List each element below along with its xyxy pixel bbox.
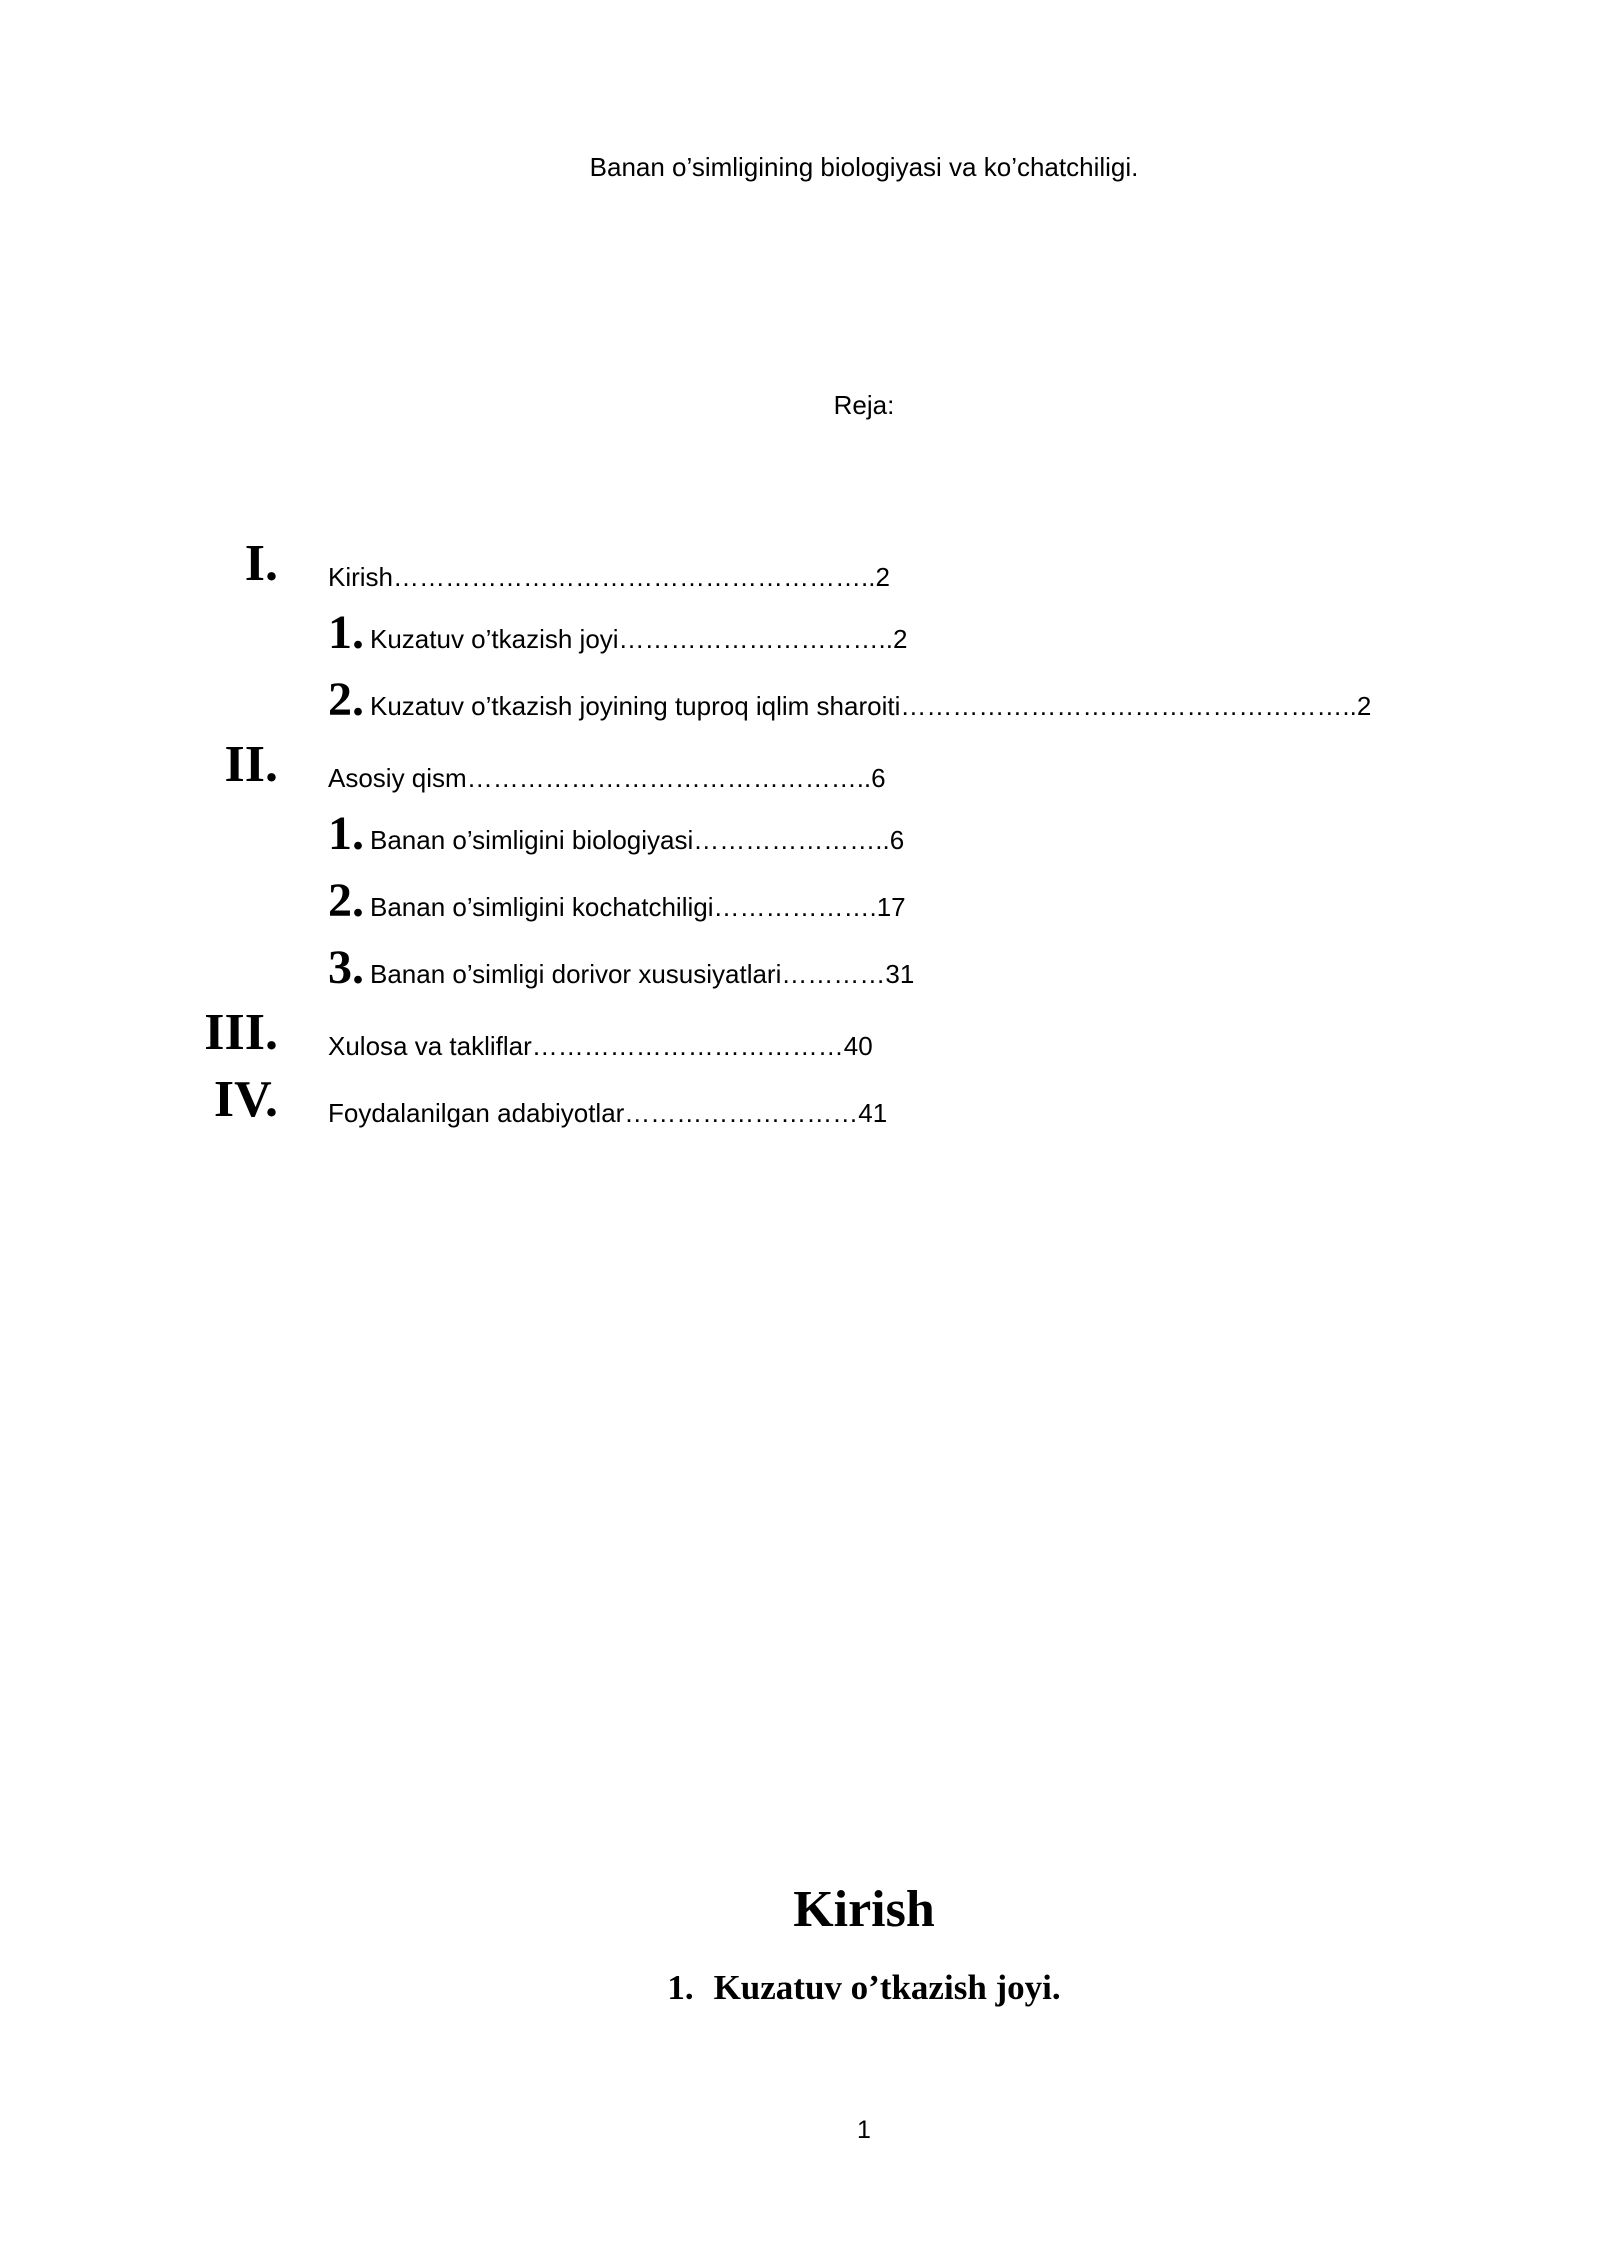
section-title: Kirish (793, 1881, 935, 1938)
section-subheading (0, 1968, 1600, 2008)
plan-heading: Reja: (833, 390, 895, 420)
toc-subitem-label: Kuzatuv o’tkazish joyi…………………………..2 (370, 624, 908, 654)
toc-subitem-number: 3. (328, 941, 364, 994)
toc-subitem-label-wrapper (328, 807, 905, 860)
toc-subitem-number: 2. (328, 673, 364, 726)
section-subheading-text: Kuzatuv o’tkazish joyi. (713, 1968, 1061, 2007)
toc-item-label: Kirish………………………………………………..2 (328, 562, 890, 592)
toc-subitem-label: Kuzatuv o’tkazish joyining tuproq iqlim sharoiti……………………………………………..2 (370, 691, 1372, 721)
toc-item-references (0, 1071, 1600, 1136)
toc-roman-numeral: IV. (213, 1071, 278, 1128)
toc-subitem-medicinal (0, 942, 1600, 1002)
toc-item-main-part (0, 736, 1600, 801)
toc-roman-numeral: III. (204, 1004, 278, 1061)
toc-subitem-soil-climate (0, 674, 1600, 734)
toc-subitem-number: 1. (328, 807, 364, 860)
toc-subitem-label: Banan o’simligini biologiyasi…………………..6 (370, 825, 905, 855)
document-title: Banan o’simligining biologiyasi va ko’chatchiligi. (589, 152, 1139, 182)
toc-subitem-label-wrapper (328, 941, 915, 994)
toc-subitem-label-wrapper (328, 673, 1372, 726)
section-subheading-number: 1. (667, 1968, 694, 2007)
toc-subitem-biology (0, 808, 1600, 868)
toc-item-label: Xulosa va takliflar………………………………40 (328, 1031, 873, 1061)
toc-subitem-label: Banan o’simligi dorivor xususiyatlari…………31 (370, 959, 915, 989)
toc-roman-numeral: II. (224, 736, 278, 793)
toc-subitem-label: Banan o’simligini kochatchiligi……………….17 (370, 892, 906, 922)
toc-item-conclusion (0, 1004, 1600, 1069)
toc-subitem-seedlings (0, 875, 1600, 935)
toc-subitem-number: 1. (328, 606, 364, 659)
toc-subitem-observation-site (0, 607, 1600, 667)
toc-subitem-label-wrapper (328, 874, 906, 927)
toc-item-label: Foydalanilgan adabiyotlar………………………41 (328, 1098, 888, 1128)
page-number: 1 (857, 2116, 871, 2144)
toc-roman-numeral: I. (244, 535, 278, 592)
toc-subitem-number: 2. (328, 874, 364, 927)
toc-item-label: Asosiy qism………………………………………..6 (328, 763, 886, 793)
toc-subitem-label-wrapper (328, 606, 908, 659)
toc-item-introduction (0, 535, 1600, 600)
